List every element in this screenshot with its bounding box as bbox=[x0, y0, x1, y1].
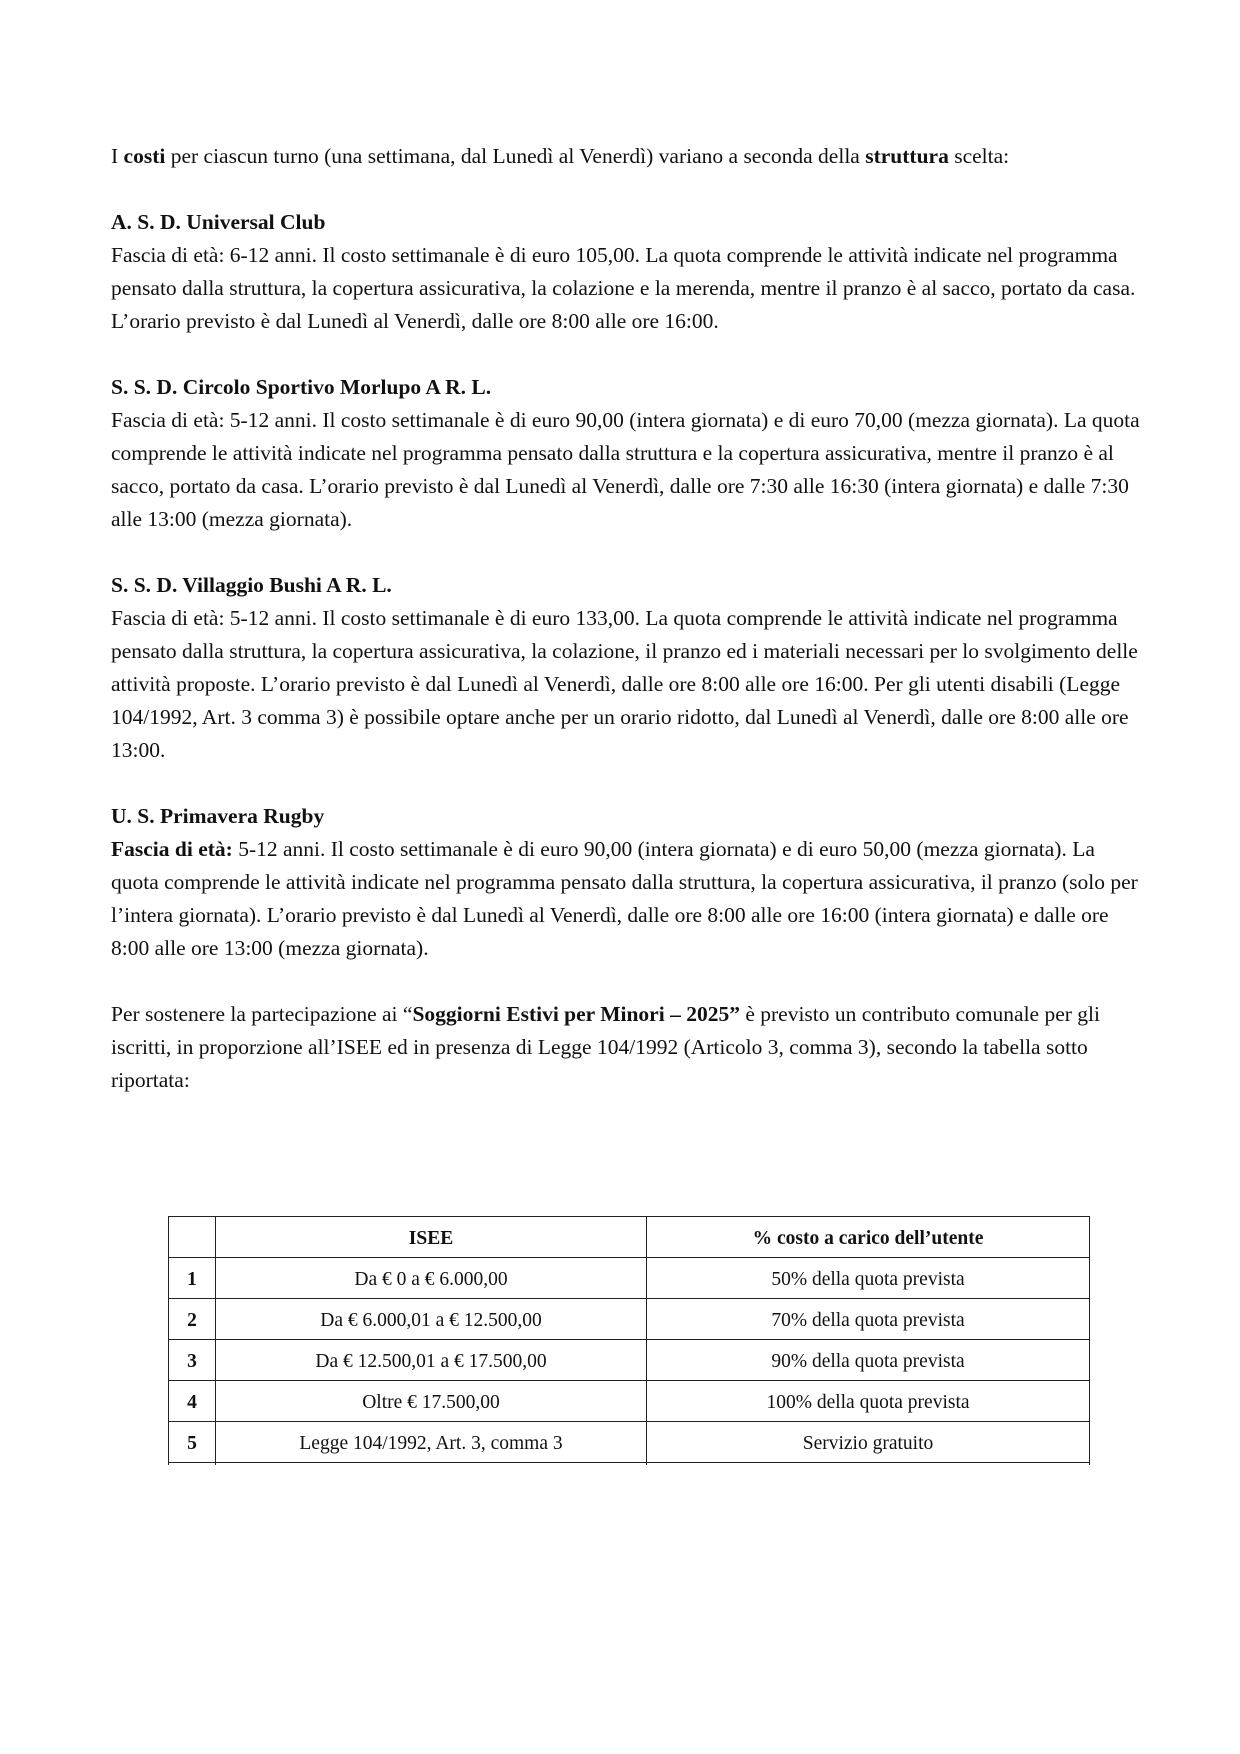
table-row bbox=[169, 1258, 1090, 1299]
intro-text-1: I bbox=[111, 144, 124, 168]
section-body: Fascia di età: 5-12 anni. Il costo settimanale è di euro 90,00 (intera giornata) e di euro 70,00 (mezza giornata). La quota comprende le attività indicate nel programma pensato dalla struttura e la copertura assicurativa, mentre il pranzo è al sacco, portato da casa. L’orario previsto è dal Lunedì al Venerdì, dalle ore 7:30 alle 16:30 (intera giornata) e dalle 7:30 alle 13:00 (mezza giornata). bbox=[111, 408, 1140, 531]
row-isee-range: Da € 6.000,01 a € 12.500,00 bbox=[216, 1299, 647, 1340]
section-circolo-sportivo-morlupo bbox=[111, 371, 1146, 536]
section-body: Fascia di età: 5-12 anni. Il costo settimanale è di euro 133,00. La quota comprende le attività indicate nel programma pensato dalla struttura, la copertura assicurativa, la colazione, il pranzo ed i materiali necessari per lo svolgimento delle attività proposte. L’orario previsto è dal Lunedì al Venerdì, dalle ore 8:00 alle ore 16:00. Per gli utenti disabili (Legge 104/1992, Art. 3 comma 3) è possibile optare anche per un orario ridotto, dal Lunedì al Venerdì, dalle ore 8:00 alle ore 13:00. bbox=[111, 606, 1138, 762]
table-row bbox=[169, 1340, 1090, 1381]
table-row bbox=[169, 1422, 1090, 1463]
intro-text-2: per ciascun turno (una settimana, dal Lunedì al Venerdì) variano a seconda della bbox=[165, 144, 866, 168]
lead-text-1: Per sostenere la partecipazione ai “ bbox=[111, 1002, 413, 1026]
intro-text-3: scelta: bbox=[948, 144, 1010, 168]
row-cost-share: 70% della quota prevista bbox=[647, 1299, 1090, 1340]
row-cost-share: 100% della quota prevista bbox=[647, 1381, 1090, 1422]
row-isee-range: Da € 0 a € 6.000,00 bbox=[216, 1258, 647, 1299]
table-row bbox=[169, 1381, 1090, 1422]
row-isee-range: Da € 12.500,01 a € 17.500,00 bbox=[216, 1340, 647, 1381]
section-title: S. S. D. Villaggio Bushi A R. L. bbox=[111, 573, 392, 597]
intro-bold-costi: costi bbox=[123, 144, 166, 168]
intro-bold-struttura: struttura bbox=[865, 144, 949, 168]
lead-bold-title: Soggiorni Estivi per Minori – 2025” bbox=[412, 1002, 740, 1026]
section-body-text: 5-12 anni. Il costo settimanale è di euro 90,00 (intera giornata) e di euro 50,00 (mezza giornata). La quota comprende le attività indicate nel programma pensato dalla struttura, la copertura assicurativa, il pranzo (solo per l’intera giornata). L’orario previsto è dal Lunedì al Venerdì, dalle ore 8:00 alle ore 16:00 (intera giornata) e dalle ore 8:00 alle ore 13:00 (mezza giornata). bbox=[111, 837, 1138, 960]
row-cost-share: Servizio gratuito bbox=[647, 1422, 1090, 1463]
header-isee: ISEE bbox=[216, 1217, 647, 1258]
header-index bbox=[169, 1217, 216, 1258]
table-tail-row bbox=[169, 1463, 1090, 1466]
row-cost-share: 50% della quota prevista bbox=[647, 1258, 1090, 1299]
section-body bbox=[111, 833, 1146, 965]
contribution-paragraph bbox=[111, 998, 1146, 1097]
tail-cell bbox=[647, 1463, 1090, 1466]
lead-text-2: è previsto un contributo comunale per gli iscritti, in proporzione all’ISEE ed in presenza di Legge 104/1992 (Articolo 3, comma 3), secondo la tabella sotto riportata: bbox=[111, 1002, 1100, 1092]
section-body-bold: Fascia di età: bbox=[111, 837, 233, 861]
intro-paragraph bbox=[111, 140, 1146, 173]
isee-table bbox=[168, 1216, 1090, 1465]
table-row bbox=[169, 1299, 1090, 1340]
section-body: Fascia di età: 6-12 anni. Il costo settimanale è di euro 105,00. La quota comprende le attività indicate nel programma pensato dalla struttura, la copertura assicurativa, la colazione e la merenda, mentre il pranzo è al sacco, portato da casa. L’orario previsto è dal Lunedì al Venerdì, dalle ore 8:00 alle ore 16:00. bbox=[111, 243, 1136, 333]
tail-cell bbox=[216, 1463, 647, 1466]
row-index: 2 bbox=[169, 1299, 216, 1340]
section-universal-club bbox=[111, 206, 1146, 338]
row-index: 4 bbox=[169, 1381, 216, 1422]
section-villaggio-bushi bbox=[111, 569, 1146, 767]
table-header-row bbox=[169, 1217, 1090, 1258]
row-index: 5 bbox=[169, 1422, 216, 1463]
row-index: 3 bbox=[169, 1340, 216, 1381]
tail-cell bbox=[169, 1463, 216, 1466]
header-cost-share: % costo a carico dell’utente bbox=[647, 1217, 1090, 1258]
section-primavera-rugby bbox=[111, 800, 1146, 965]
row-isee-range: Oltre € 17.500,00 bbox=[216, 1381, 647, 1422]
section-title: A. S. D. Universal Club bbox=[111, 210, 326, 234]
row-cost-share: 90% della quota prevista bbox=[647, 1340, 1090, 1381]
section-title: S. S. D. Circolo Sportivo Morlupo A R. L. bbox=[111, 375, 492, 399]
row-index: 1 bbox=[169, 1258, 216, 1299]
row-isee-range: Legge 104/1992, Art. 3, comma 3 bbox=[216, 1422, 647, 1463]
section-title: U. S. Primavera Rugby bbox=[111, 804, 325, 828]
document-page bbox=[111, 140, 1146, 1152]
